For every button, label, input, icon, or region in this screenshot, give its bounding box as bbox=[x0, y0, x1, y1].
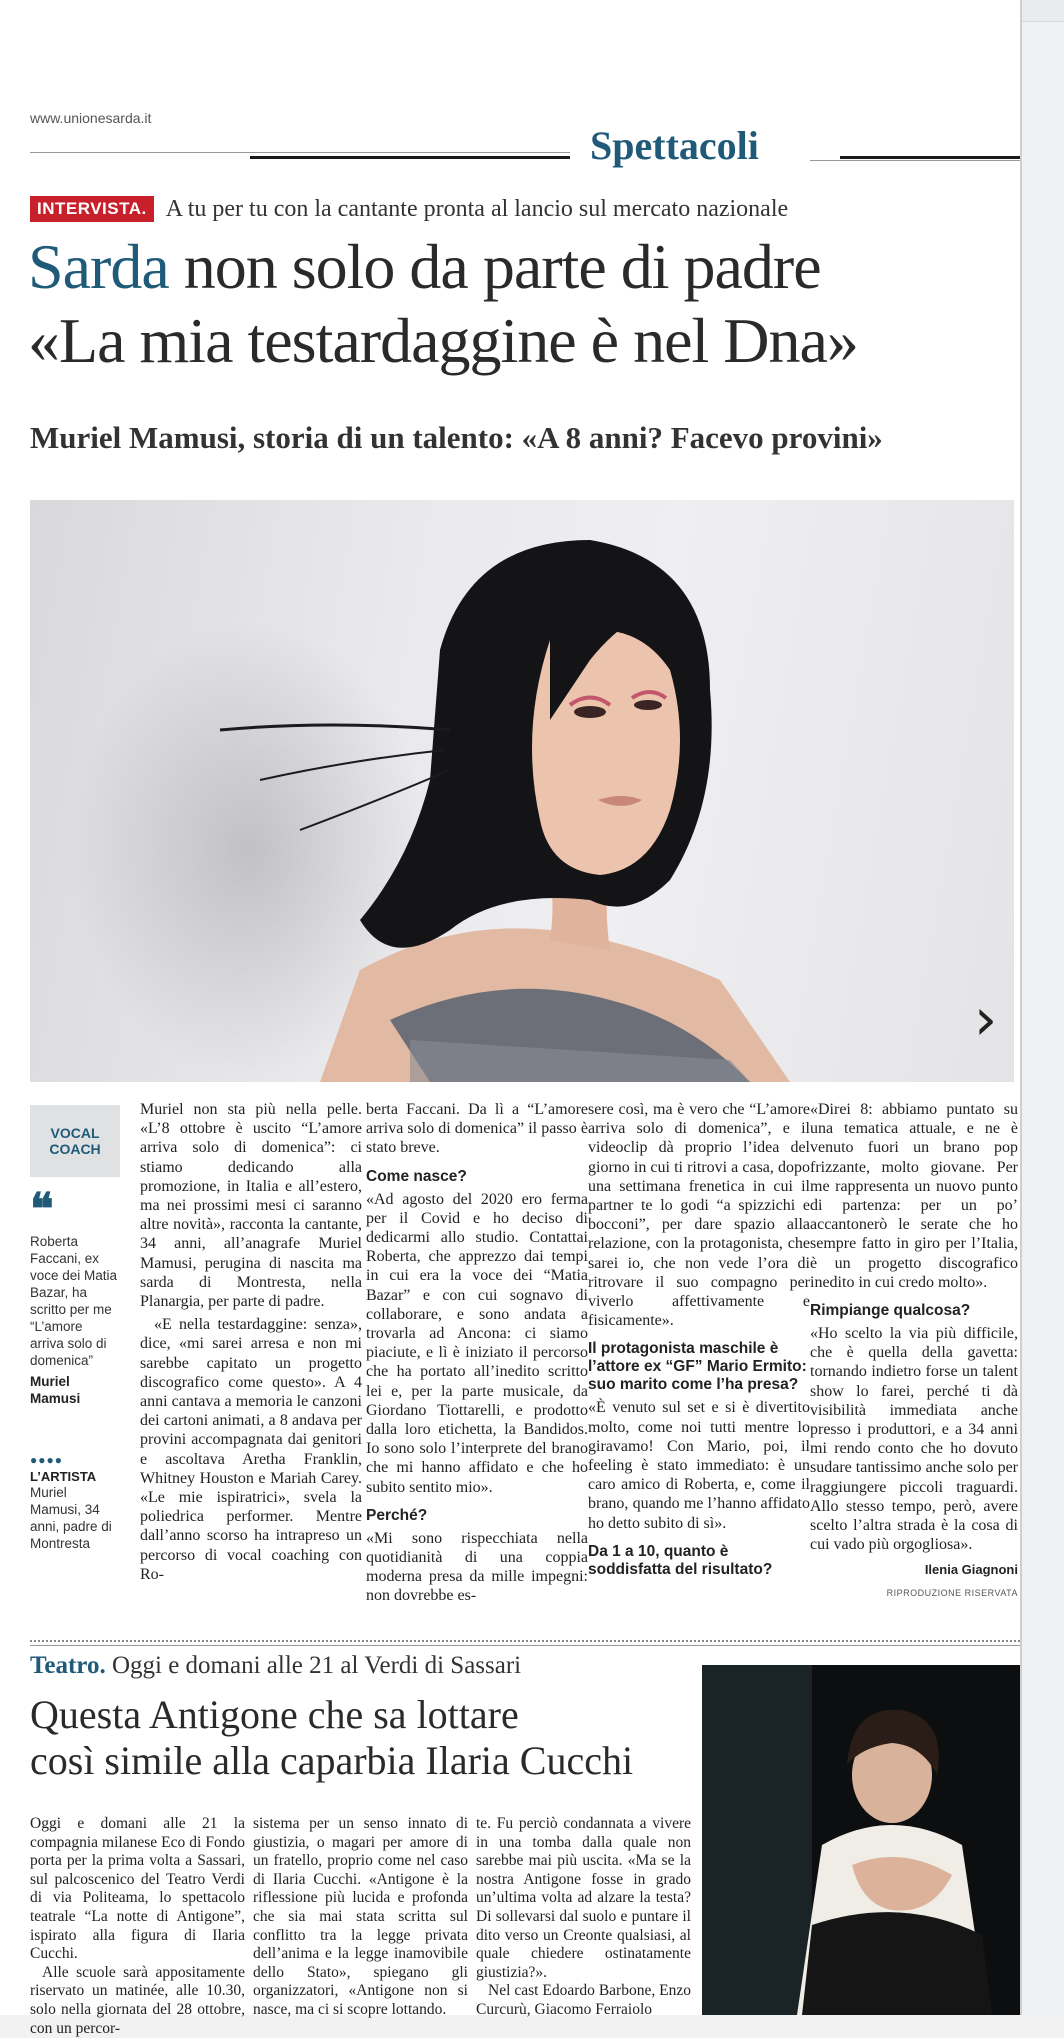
paragraph: «Mi sono rispecchiata nella quotidianità di una coppia moderna presa da mille impegni: non dovrebbe es- bbox=[366, 1529, 588, 1605]
article-separator bbox=[30, 1645, 1020, 1646]
article-column-2 bbox=[366, 1100, 588, 1610]
article2-kicker bbox=[30, 1652, 521, 1680]
paragraph: «Ad agosto del 2020 ero ferma per il Covid e ho deciso di dedicarmi allo studio. Contattai Roberta, che apprezzo dai tempi in cui era la voce dei “Matia Bazar” e con cui sognavo di collaborare, e sono andata a trovarla ad Ancona: ci siamo piaciute, e lì è iniziato il percorso che ha portato all’inedito scritto lei e, per la parte musicale, da Giordano Tiottarelli, e prodotto dalla loro etichetta, la Bandidos. Io sono solo l’interprete del brano che mi hanno affidato e che ho subito sentito mio». bbox=[366, 1190, 588, 1496]
header-rule-right bbox=[840, 156, 1020, 159]
article2-photo bbox=[702, 1665, 1020, 2015]
quote-icon: ❝ bbox=[30, 1184, 54, 1235]
paragraph: Alle scuole sarà appositamente riservato un matinée, alle 10.30, solo nella giornata del 28 ottobre, con un percor- bbox=[30, 1963, 245, 2037]
paragraph: berta Faccani. Da lì a “L’amore arriva solo di domenica” il passo è stato breve. bbox=[366, 1101, 588, 1157]
headline-accent: Sarda bbox=[28, 231, 169, 302]
article-column-3 bbox=[588, 1100, 810, 1583]
article2-column-3 bbox=[476, 1815, 691, 2020]
dots-icon: ●●●● bbox=[30, 1453, 63, 1467]
article-byline: Ilenia Giagnoni bbox=[924, 1562, 1018, 1578]
paragraph: Oggi e domani alle 21 la compagnia milanese Eco di Fondo porta per la prima volta a Sassari, sul palcoscenico del Teatro Verdi di via Politeama, lo spettacolo teatrale “La notte di Antigone”, ispirato alla figura di Ilaria Cucchi. bbox=[30, 1815, 245, 1963]
interview-question: Il protagonista maschile è l’attore ex “GF” Mario Ermito: suo marito come l’ha presa? bbox=[588, 1340, 807, 1394]
headline-line2: «La mia testardaggine è nel Dna» bbox=[28, 305, 858, 376]
paragraph: sistema per un senso innato di giustizia, o magari per amore di un fratello, proprio come nel caso di Ilaria Cucchi. «Antigone è la riflessione più lucida e profonda che sia mai stata scritta sul conflitto tra la legge privata dell’anima e la legge inamovibile dello Stato», spiegano gli organizzatori, «Antigone non si nasce, ma ci si scopre lottando. bbox=[253, 1815, 468, 2018]
article-subheadline: Muriel Mamusi, storia di un talento: «A 8 anni? Facevo provini» bbox=[30, 420, 883, 455]
article-kicker-row bbox=[30, 194, 788, 224]
header-rule-thin bbox=[30, 152, 570, 153]
article-kicker: A tu per tu con la cantante pronta al lancio sul mercato nazionale bbox=[165, 195, 789, 222]
artist-label: L’ARTISTA bbox=[30, 1469, 97, 1484]
sidebar-quote: Roberta Faccani, ex voce dei Matia Bazar, ha scritto per me “L’amore arriva solo di domenica” bbox=[30, 1234, 118, 1368]
article2-kicker-label: Teatro. bbox=[30, 1652, 106, 1679]
article-column-4 bbox=[810, 1100, 1018, 1603]
interview-question: Perché? bbox=[366, 1506, 428, 1524]
box-line2: COACH bbox=[49, 1141, 101, 1157]
paragraph: «Direi 8: abbiamo puntato su una tematica attuale, e ne è venuto fuori un brano pop frizzante, molto giovane. Per me rappresenta un nuovo punto di partenza: per un po’ accantonerò le serate che ho sempre fatto in giro per l’Italia, è un progetto discografico inedito in cui credo molto». bbox=[810, 1101, 1018, 1291]
article-photo bbox=[30, 500, 1014, 1082]
viewer-right-strip bbox=[1022, 22, 1064, 2015]
paragraph: «Ho scelto la via più difficile, che è quella della gavetta: tornando indietro forse un talent show lo farei, perché ti dà visibilità immediata anche presso i produttori, e a 34 anni mi rendo conto che ho dovuto sudare tantissimo anche solo per raggiungere piccoli traguardi. Allo stesso tempo, però, avere scelto l’altra strada è la cosa di cui vado più orgogliosa». bbox=[810, 1325, 1018, 1554]
article2-headline-line2: così simile alla caparbia Ilaria Cucchi bbox=[30, 1738, 634, 1783]
vocal-coach-box bbox=[30, 1105, 120, 1177]
article2-kicker-text: Oggi e domani alle 21 al Verdi di Sassari bbox=[105, 1652, 522, 1679]
article2-column-2 bbox=[253, 1815, 468, 2020]
interview-question: Come nasce? bbox=[366, 1167, 467, 1185]
article2-column-1 bbox=[30, 1815, 245, 2038]
paragraph: «È venuto sul set e si è divertito molto, come noi tutti mentre lo giravamo! Con Mario, poi, il feeling è stato immediato: è un caro amico di Roberta, e, come il brano, quando me l’hanno affidato ho detto subito di sì». bbox=[588, 1399, 810, 1532]
paragraph: «E nella testardaggine: senza», dice, «mi sarei arresa e non mi sarebbe capitato un progetto discografico come questo». A 4 anni cantava a memoria le canzoni dei cartoni animati, a 8 andava per provini accompagnata dai genitori e ascoltava Aretha Franklin, Whitney Houston e Mariah Carey. «Le mie ispiratrici», svela la poliedrica performer. Mentre dall’anno scorso ha intrapreso un percorso di vocal coaching con Ro- bbox=[140, 1316, 362, 1583]
header-rule-left bbox=[250, 156, 570, 159]
header-rule-thin-right bbox=[810, 160, 1020, 161]
article-column-1 bbox=[140, 1100, 362, 1588]
chevron-right-icon[interactable]: › bbox=[974, 985, 998, 1053]
sidebar-quote-author: Muriel Mamusi bbox=[30, 1374, 81, 1406]
article2-headline bbox=[30, 1692, 690, 1784]
article-tag: INTERVISTA. bbox=[30, 196, 154, 222]
actress-illustration bbox=[702, 1665, 1020, 2015]
paragraph: sere così, ma è vero che “L’amore arriva solo di domenica”, e il videoclip dà proprio l’idea del giorno in cui ti ritrovi a casa, dopo una settimana frenetica in cui il partner te lo godi “a spizzichi e bocconi”, per dare spazio alla relazione, con la protagonista, che sarei io, che non vede l’ora di ritrovare il suo compagno per viverlo affettivamente e fisicamente». bbox=[588, 1101, 810, 1330]
portrait-illustration bbox=[30, 500, 1014, 1082]
artist-text: Muriel Mamusi, 34 anni, padre di Montresta bbox=[30, 1485, 112, 1551]
article-separator-dotted bbox=[30, 1640, 1020, 1642]
article2-headline-line1: Questa Antigone che sa lottare bbox=[30, 1692, 519, 1737]
article-sidebar bbox=[30, 1105, 120, 1552]
headline-line1: non solo da parte di padre bbox=[168, 231, 821, 302]
site-url: www.unionesarda.it bbox=[30, 110, 152, 126]
section-title: Spettacoli bbox=[590, 123, 759, 168]
paragraph: Muriel non sta più nella pelle. «L’8 ottobre è uscito “L’amore arriva solo di domenica”: ci stiamo dedicando alla promozione, in Italia e all’estero, ma nei prossimi mesi ci saranno altre novità», racconta la cantante, 34 anni, all’anagrafe Muriel Mamusi, perugina di nascita ma sarda di Montresta, nella Planargia, per parte di padre. bbox=[140, 1101, 362, 1311]
interview-question: Da 1 a 10, quanto è soddisfatta del risultato? bbox=[588, 1542, 773, 1578]
rights-notice: RIPRODUZIONE RISERVATA bbox=[886, 1587, 1018, 1598]
paragraph: Nel cast Edoardo Barbone, Enzo Curcurù, Giacomo Ferraiolo bbox=[476, 1982, 691, 2018]
box-line1: VOCAL bbox=[50, 1125, 100, 1141]
interview-question: Rimpiange qualcosa? bbox=[810, 1302, 971, 1320]
paragraph: te. Fu perciò condannata a vivere in una tomba dalla quale non sarebbe mai più uscita. «Ma se la nostra Antigone fosse in grado un’ultima volta ad alzare la testa? Di sollevarsi dal suolo e puntare il dito verso un Creonte qualsiasi, al quale chiedere ostinatamente giustizia?». bbox=[476, 1815, 691, 1981]
article-headline bbox=[28, 230, 1018, 378]
